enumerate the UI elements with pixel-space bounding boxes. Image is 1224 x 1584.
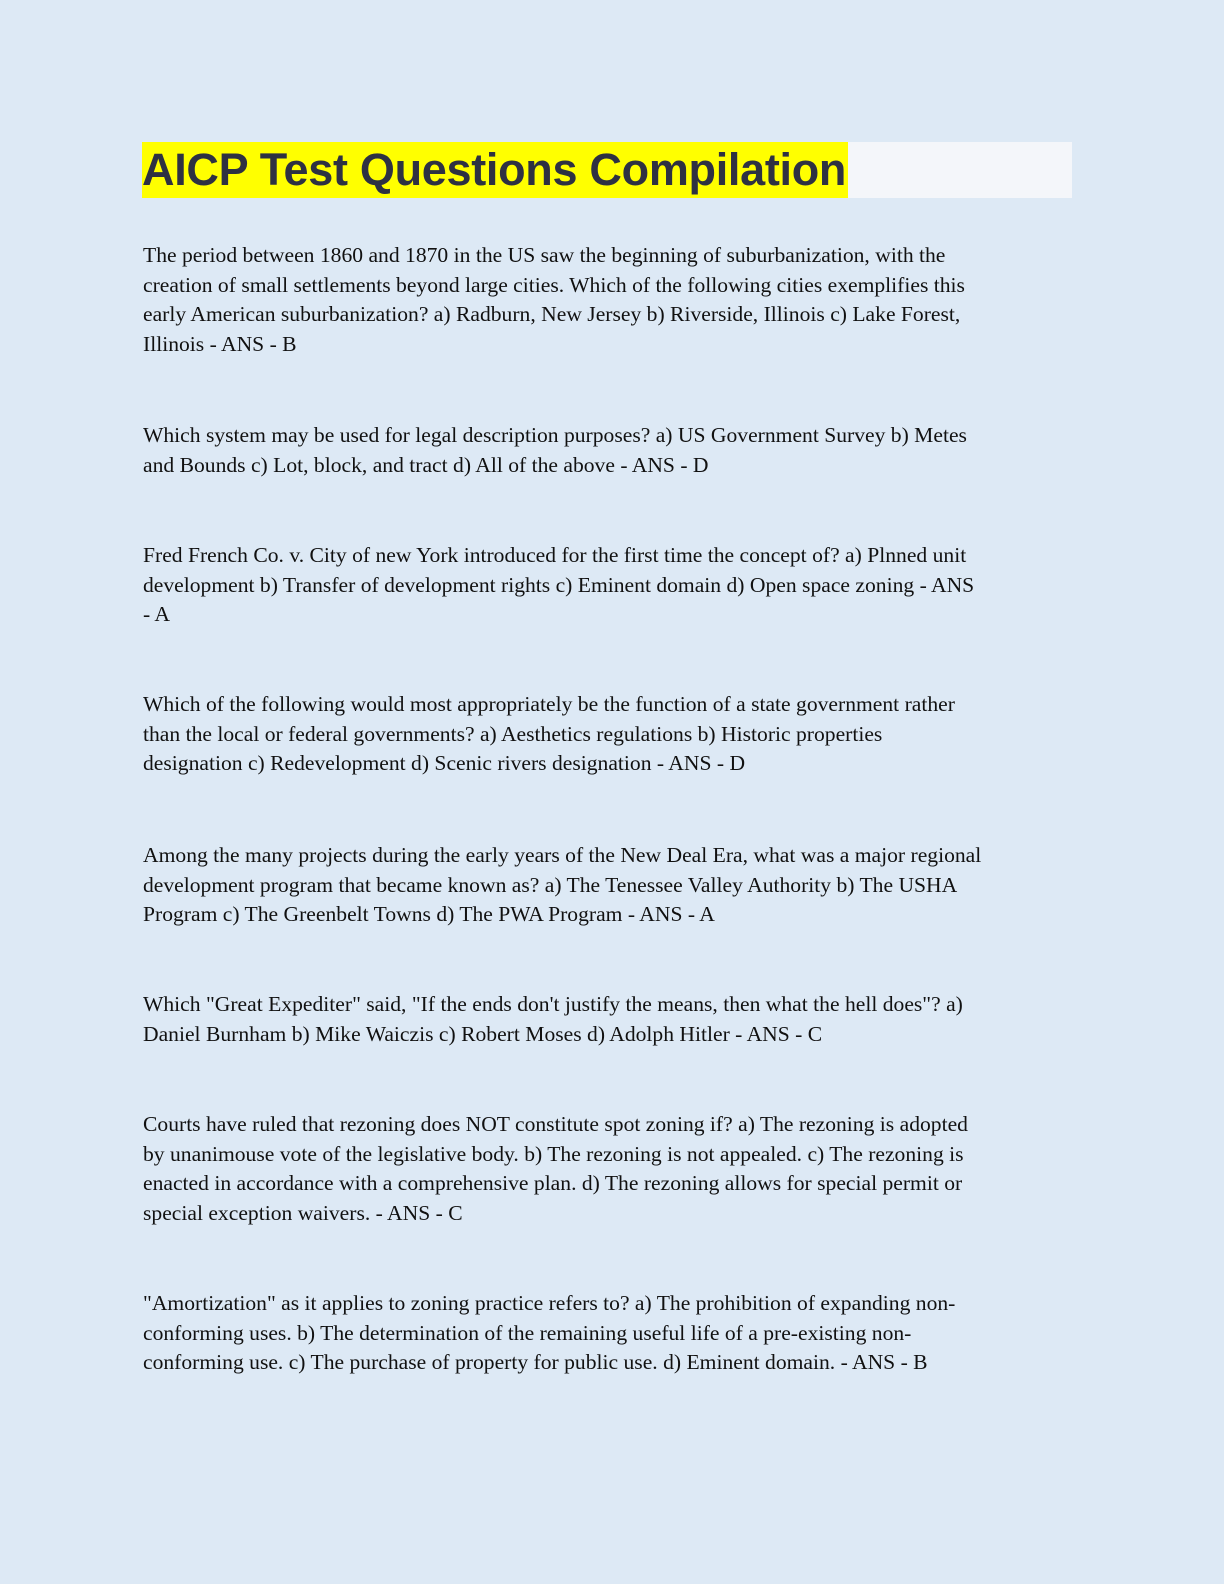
question-item <box>143 990 1143 1049</box>
title-banner <box>142 142 1072 198</box>
question-text-line: - A <box>143 602 170 627</box>
question-text-line: Program c) The Greenbelt Towns d) The PWA Program - ANS - A <box>143 902 715 927</box>
question-text-line: designation c) Redevelopment d) Scenic rivers designation - ANS - D <box>143 751 746 776</box>
question-text-line: and Bounds c) Lot, block, and tract d) All of the above - ANS - D <box>143 452 709 477</box>
question-text-line: early American suburbanization? a) Radburn, New Jersey b) Riverside, Illinois c) Lake Forest, <box>143 302 961 327</box>
question-text-line: than the local or federal governments? a) Aesthetics regulations b) Historic properties <box>143 721 883 746</box>
question-text-line: creation of small settlements beyond large cities. Which of the following cities exemplifies this <box>143 272 965 297</box>
question-text-line: Illinois - ANS - B <box>143 331 297 356</box>
question-text-line: conforming use. c) The purchase of property for public use. d) Eminent domain. - ANS - B <box>143 1350 928 1375</box>
question-text-line: by unanimouse vote of the legislative body. b) The rezoning is not appealed. c) The rezoning is <box>143 1141 964 1166</box>
question-text-line: Which system may be used for legal description purposes? a) US Government Survey b) Metes <box>143 423 967 447</box>
question-text-line: "Amortization" as it applies to zoning practice refers to? a) The prohibition of expanding non- <box>143 1291 956 1315</box>
question-text-line: Among the many projects during the early years of the New Deal Era, what was a major regional <box>143 843 982 867</box>
question-text-line: special exception waivers. - ANS - C <box>143 1200 463 1225</box>
question-text-line: development program that became known as? a) The Tenessee Valley Authority b) The USHA <box>143 872 958 897</box>
question-text-line: Which "Great Expediter" said, "If the ends don't justify the means, then what the hell does"? a) <box>143 992 963 1016</box>
question-item <box>143 241 1143 359</box>
question-item <box>143 421 1143 480</box>
document-title: AICP Test Questions Compilation <box>142 142 848 198</box>
question-text-line: The period between 1860 and 1870 in the US saw the beginning of suburbanization, with the <box>143 243 946 267</box>
question-text-line: development b) Transfer of development rights c) Eminent domain d) Open space zoning - ANS <box>143 572 975 597</box>
question-item <box>143 690 1143 779</box>
question-text-line: Which of the following would most appropriately be the function of a state government rather <box>143 692 955 716</box>
question-item <box>143 841 1143 930</box>
question-text-line: enacted in accordance with a comprehensive plan. d) The rezoning allows for special permit or <box>143 1171 963 1196</box>
question-text-line: Courts have ruled that rezoning does NOT constitute spot zoning if? a) The rezoning is adopted <box>143 1112 968 1136</box>
question-item <box>143 541 1143 630</box>
question-text-line: Daniel Burnham b) Mike Waiczis c) Robert Moses d) Adolph Hitler - ANS - C <box>143 1021 823 1046</box>
question-text-line: conforming uses. b) The determination of the remaining useful life of a pre-existing non- <box>143 1320 912 1345</box>
question-item <box>143 1110 1143 1228</box>
question-item <box>143 1289 1143 1378</box>
question-text-line: Fred French Co. v. City of new York introduced for the first time the concept of? a) Plnned unit <box>143 543 967 567</box>
